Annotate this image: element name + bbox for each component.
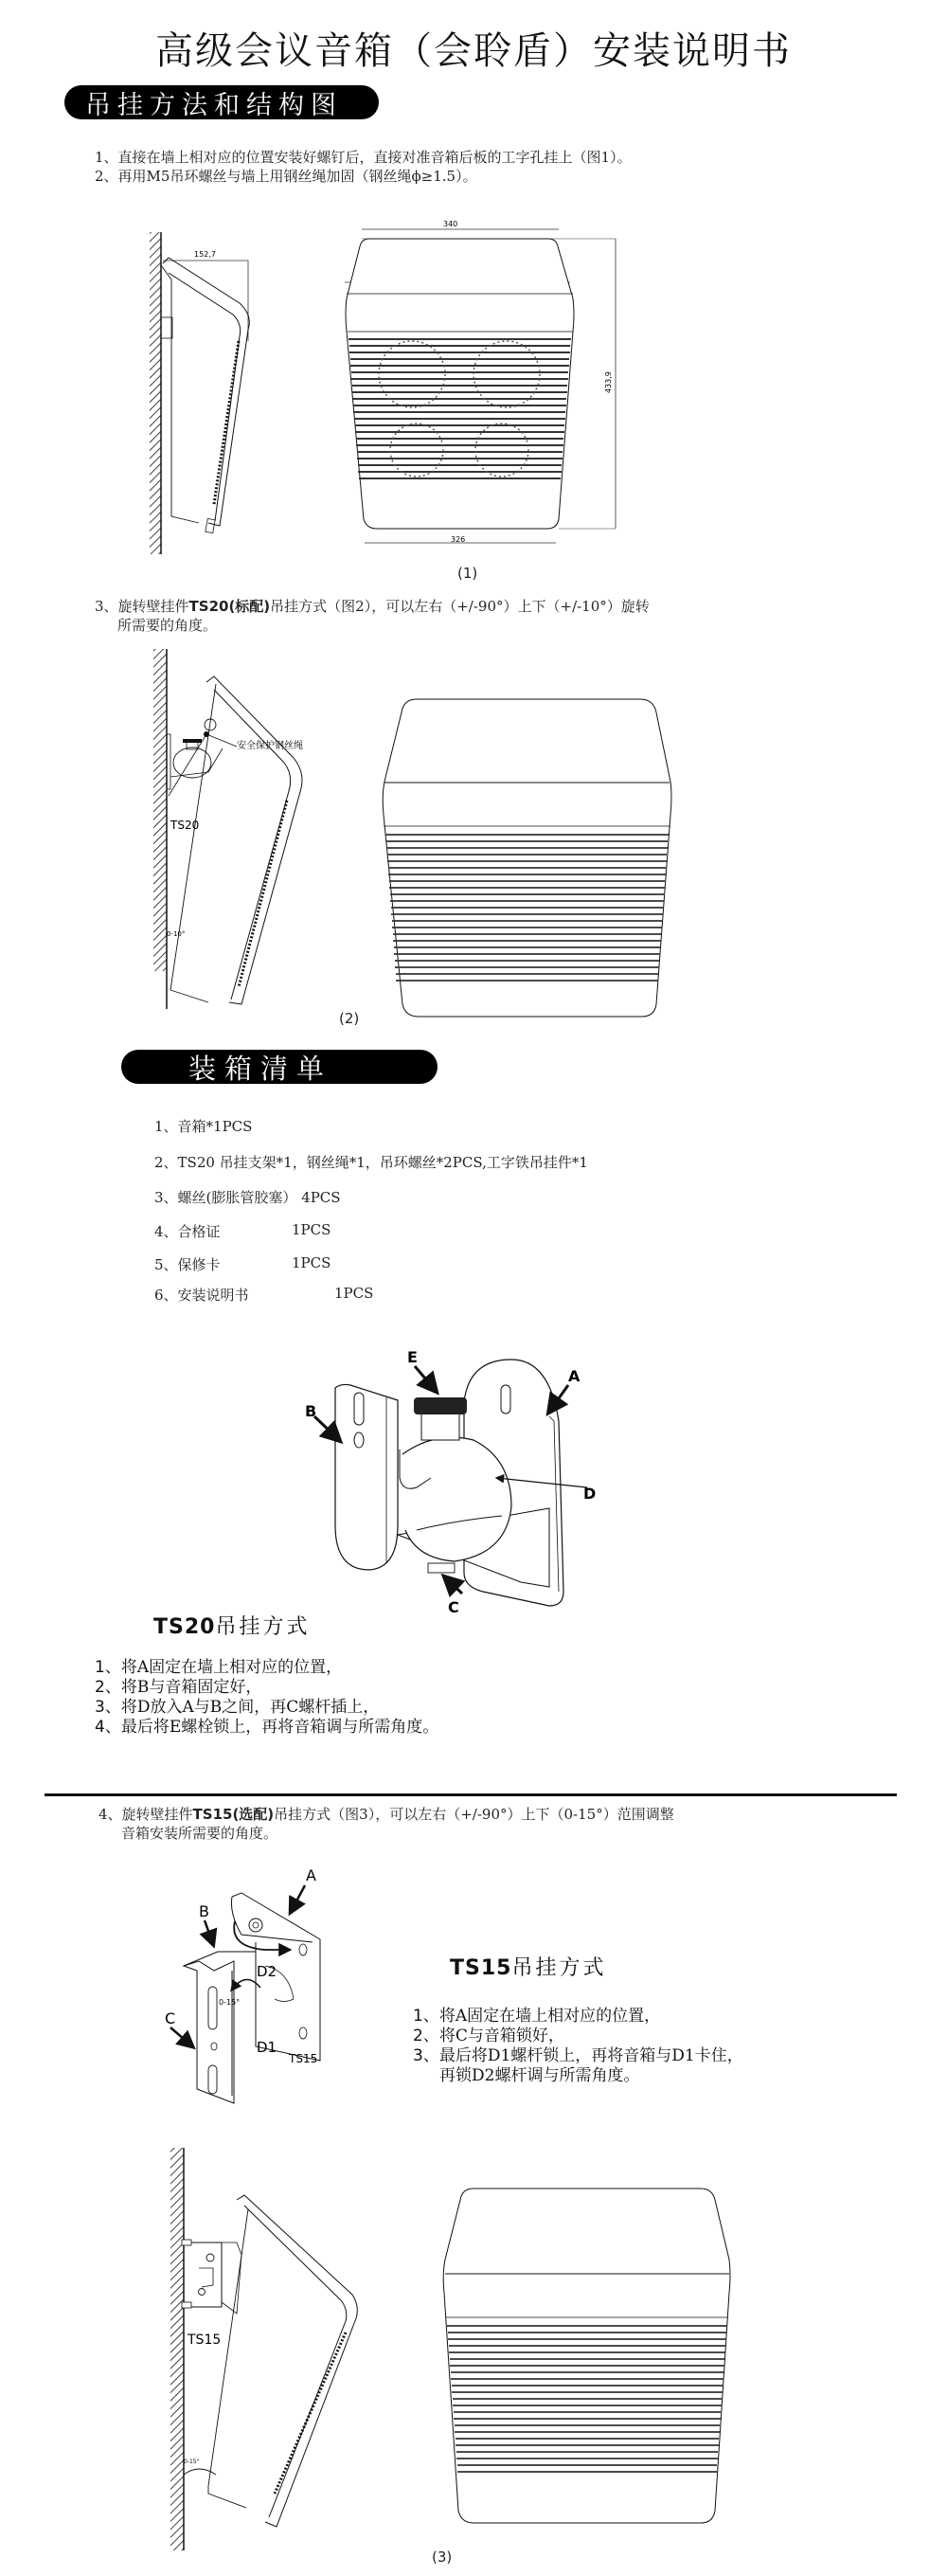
ts15-step-4-suffix: 吊挂方式（图3），可以左右（+/-90°）上下（0-15°）范围调整 xyxy=(274,1806,674,1823)
ts20-heading-code: TS20 xyxy=(153,1615,216,1639)
ts15-heading-text: 吊挂方式 xyxy=(511,1956,607,1980)
figure2-side-view xyxy=(152,644,369,1033)
ts20-steps xyxy=(95,1658,438,1738)
figure3-caption: (3) xyxy=(432,2549,453,2566)
dim-height: 433,9 xyxy=(604,371,613,393)
packing-item-4-label: 4、合格证 xyxy=(154,1223,221,1240)
ts15-angle-label: 0-15° xyxy=(219,1998,241,2007)
ts15-step-4-prefix: 4、旋转壁挂件 xyxy=(98,1806,193,1823)
ts20-step-2: 2、将B与音箱固定好， xyxy=(95,1678,262,1697)
mounting-step-1: 1、直接在墙上相对应的位置安装好螺钉后，直接对准音箱后板的工字孔挂上（图1）。 xyxy=(95,149,632,166)
figure3-front-view xyxy=(445,2179,767,2530)
ts15-heading xyxy=(450,1952,606,1981)
packing-item-3: 3、螺丝(膨胀管胶塞） 4PCS xyxy=(154,1189,341,1206)
packing-item-5-qty: 1PCS xyxy=(292,1254,331,1271)
packing-item-2: 2、TS20 吊挂支架*1，钢丝绳*1，吊环螺丝*2PCS,工字铁吊挂件*1 xyxy=(154,1154,588,1171)
ts15-tilt-angle-label: 0-15° xyxy=(184,2459,200,2465)
ts15-label-b: B xyxy=(199,1902,209,1920)
packing-item-6-label: 6、安装说明书 xyxy=(154,1287,249,1304)
packing-item-4-qty: 1PCS xyxy=(292,1221,331,1238)
ts15-side-label: TS15 xyxy=(188,2333,222,2348)
ts15-label-a: A xyxy=(306,1866,316,1884)
ts15-step-4-code: TS15(选配) xyxy=(192,1806,275,1823)
figure1-caption: (1) xyxy=(457,565,478,582)
dim-side-depth: 152,7 xyxy=(194,250,216,259)
ts15-step-3: 3、最后将D1螺杆锁上，再将音箱与D1卡住， xyxy=(413,2046,743,2065)
packing-item-6-qty: 1PCS xyxy=(334,1285,374,1302)
ts15-step-4 xyxy=(98,1805,674,1824)
ts15-heading-code: TS15 xyxy=(450,1956,512,1980)
document-title: 高级会议音箱（会聆盾）安装说明书 xyxy=(155,29,792,73)
ts15-step-2: 2、将C与音箱锁好， xyxy=(413,2027,564,2045)
mounting-step-3-suffix: 吊挂方式（图2），可以左右（+/-90°）上下（+/-10°）旋转 xyxy=(270,598,650,615)
ts15-steps xyxy=(413,2007,743,2086)
packing-item-1: 1、音箱*1PCS xyxy=(154,1118,253,1135)
mounting-step-3 xyxy=(95,597,650,616)
figure2-front-view xyxy=(369,663,691,1033)
mounting-step-2: 2、再用M5吊环螺丝与墙上用钢丝绳加固（钢丝绳ϕ≥1.5）。 xyxy=(95,168,477,185)
ts20-label-c: C xyxy=(448,1598,459,1616)
dim-top-width: 340 xyxy=(443,220,458,228)
figure2-caption: (2) xyxy=(339,1010,360,1027)
section-badge-packing: 装箱清单 xyxy=(121,1050,438,1084)
ts20-step-4: 4、最后将E螺栓锁上，再将音箱调与所需角度。 xyxy=(95,1718,439,1737)
ts15-label-d1: D1 xyxy=(257,2039,277,2056)
packing-item-5-label: 5、保修卡 xyxy=(154,1256,221,1273)
safety-rope-label: 安全保护钢丝绳 xyxy=(237,741,303,751)
ts15-step-1: 1、将A固定在墙上相对应的位置， xyxy=(413,2007,661,2026)
ts20-label-d: D xyxy=(583,1485,597,1503)
ts15-model-label: TS15 xyxy=(289,2052,318,2065)
packing-item-4 xyxy=(154,1221,331,1241)
ts20-label-b: B xyxy=(305,1402,317,1420)
ts20-bracket-label: TS20 xyxy=(170,819,200,832)
ts20-heading-text: 吊挂方式 xyxy=(215,1615,311,1639)
ts15-label-c: C xyxy=(165,2009,176,2027)
ts15-bracket-diagram xyxy=(123,1847,407,2113)
ts15-step-3-cont: 再锁D2螺杆调与所需角度。 xyxy=(439,2066,640,2085)
packing-item-6 xyxy=(154,1285,374,1305)
dim-bottom-width: 326 xyxy=(451,535,466,544)
section-badge-mounting: 吊挂方法和结构图 xyxy=(64,85,379,119)
ts20-label-e: E xyxy=(407,1348,418,1366)
figure3-side-view xyxy=(170,2143,379,2569)
tilt-angle-label: 0-10° xyxy=(167,930,186,938)
packing-item-5 xyxy=(154,1254,331,1274)
ts15-label-d2: D2 xyxy=(257,1963,277,1980)
figure1-front-view xyxy=(284,218,613,549)
ts20-bracket-diagram xyxy=(265,1345,691,1630)
ts20-step-3: 3、将D放入A与B之间，再C螺杆插上， xyxy=(95,1698,380,1717)
mounting-step-3-line2: 所需要的角度。 xyxy=(117,617,218,634)
mounting-step-3-code: TS20(标配) xyxy=(188,598,271,615)
section-divider xyxy=(45,1793,897,1796)
ts20-step-1: 1、将A固定在墙上相对应的位置， xyxy=(95,1658,343,1677)
ts15-step-4-line2: 音箱安装所需要的角度。 xyxy=(121,1825,278,1842)
ts20-label-a: A xyxy=(568,1367,581,1385)
ts20-heading xyxy=(153,1611,310,1640)
mounting-step-3-prefix: 3、旋转壁挂件 xyxy=(95,598,189,615)
